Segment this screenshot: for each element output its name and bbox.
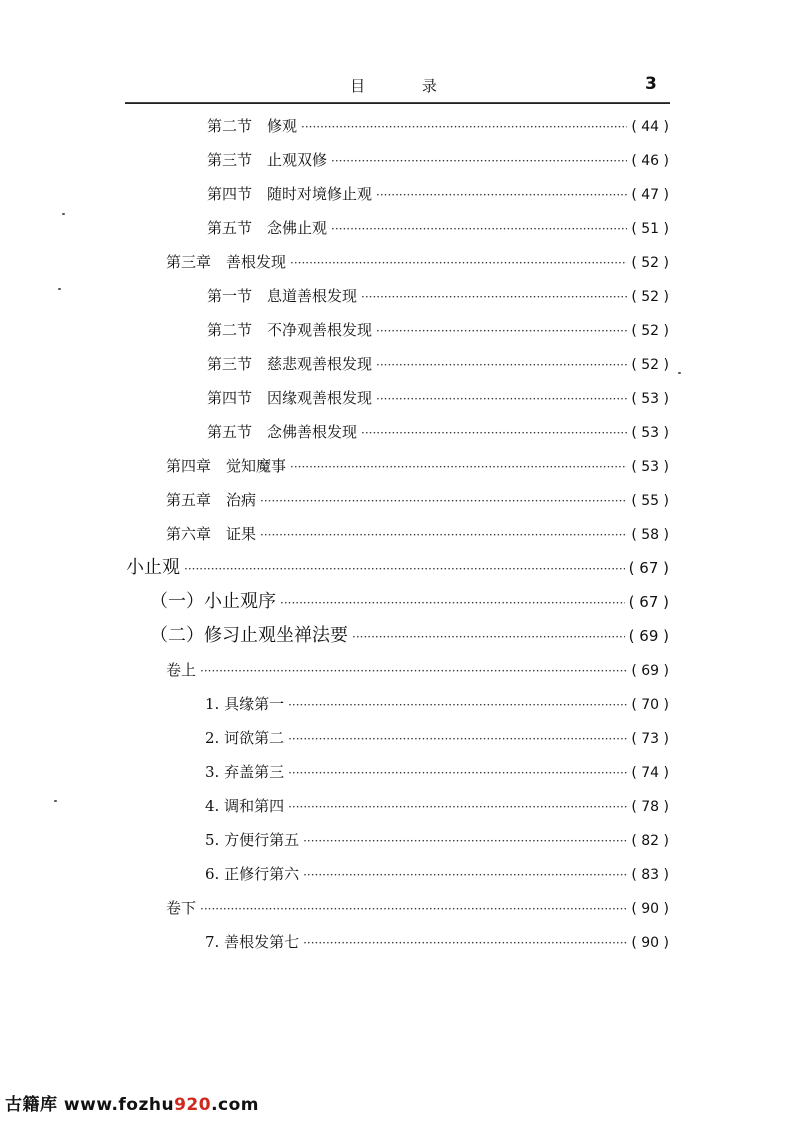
toc-entry-page: ( 69 ) xyxy=(628,627,669,645)
toc-entry-page: ( 82 ) xyxy=(631,833,669,849)
toc-entry-page: ( 74 ) xyxy=(631,765,669,781)
dot-leader xyxy=(200,894,627,924)
toc-entry[interactable] xyxy=(150,587,669,617)
toc-entry[interactable] xyxy=(207,281,669,311)
dot-leader xyxy=(290,452,627,482)
toc-entry-title: 第四节 因缘观善根发现 xyxy=(207,389,373,407)
toc-entry-page: ( 47 ) xyxy=(631,187,669,203)
dot-leader xyxy=(288,792,627,822)
toc-entry[interactable] xyxy=(166,655,669,685)
toc-entry[interactable] xyxy=(205,791,669,821)
dot-leader xyxy=(303,826,627,856)
toc-entry-page: ( 70 ) xyxy=(631,697,669,713)
toc-entry-page: ( 44 ) xyxy=(631,119,669,135)
dot-leader xyxy=(361,282,627,312)
page-header-title: 目 录 xyxy=(350,77,463,95)
toc-entry-title: 第五节 念佛止观 xyxy=(207,219,328,237)
dot-leader xyxy=(331,146,627,176)
page-number: 3 xyxy=(645,74,657,94)
toc-entry[interactable] xyxy=(166,247,669,277)
dot-leader xyxy=(376,316,627,346)
dot-leader xyxy=(288,724,627,754)
toc-entry-page: ( 69 ) xyxy=(631,663,669,679)
toc-entry-page: ( 90 ) xyxy=(631,901,669,917)
toc-entry-page: ( 52 ) xyxy=(631,357,669,373)
toc-entry-page: ( 52 ) xyxy=(631,323,669,339)
dot-leader xyxy=(288,758,627,788)
toc-entry-title: 第一节 息道善根发现 xyxy=(207,287,358,305)
toc-entry-page: ( 58 ) xyxy=(631,527,669,543)
toc-entry[interactable] xyxy=(150,621,669,651)
toc-entry[interactable] xyxy=(166,451,669,481)
toc-entry-page: ( 83 ) xyxy=(631,867,669,883)
toc-entry-title: 第二节 修观 xyxy=(207,117,298,135)
toc-entry-title: 5. 方便行第五 xyxy=(205,831,300,849)
watermark-url-suffix: .com xyxy=(211,1095,260,1115)
toc-entry-page: ( 51 ) xyxy=(631,221,669,237)
toc-entry[interactable] xyxy=(205,689,669,719)
toc-entry[interactable] xyxy=(205,757,669,787)
toc-entry-page: ( 46 ) xyxy=(631,153,669,169)
toc-entry-page: ( 52 ) xyxy=(631,289,669,305)
dot-leader xyxy=(184,554,625,584)
dot-leader xyxy=(200,656,627,686)
dot-leader xyxy=(290,248,627,278)
dot-leader xyxy=(303,860,627,890)
dot-leader xyxy=(376,384,627,414)
toc-entry-page: ( 78 ) xyxy=(631,799,669,815)
watermark-url[interactable] xyxy=(64,1095,259,1115)
toc-entry-page: ( 55 ) xyxy=(631,493,669,509)
toc-entry-title: 第五节 念佛善根发现 xyxy=(207,423,358,441)
toc-entry-page: ( 52 ) xyxy=(631,255,669,271)
dot-leader xyxy=(331,214,627,244)
toc-entry-page: ( 53 ) xyxy=(631,425,669,441)
dot-leader xyxy=(376,350,627,380)
toc-entry[interactable] xyxy=(207,213,669,243)
toc-entry-title: 第三章 善根发现 xyxy=(166,253,287,271)
toc-entry[interactable] xyxy=(166,519,669,549)
toc-entry-title: 第四节 随时对境修止观 xyxy=(207,185,373,203)
toc-entry-page: ( 67 ) xyxy=(628,593,669,611)
scan-speck xyxy=(678,372,681,374)
toc-entry-title: 第三节 止观双修 xyxy=(207,151,328,169)
toc-entry-title: 第二节 不净观善根发现 xyxy=(207,321,373,339)
watermark-url-number: 920 xyxy=(174,1095,212,1115)
dot-leader xyxy=(280,588,625,618)
toc-entry[interactable] xyxy=(205,859,669,889)
toc-entry-title: 卷上 xyxy=(166,661,197,679)
toc-entry-title: 1. 具缘第一 xyxy=(205,695,285,713)
dot-leader xyxy=(301,112,627,142)
toc-entry[interactable] xyxy=(126,553,669,583)
toc-entry-title: 第三节 慈悲观善根发现 xyxy=(207,355,373,373)
toc-entry[interactable] xyxy=(207,417,669,447)
toc-entry-page: ( 73 ) xyxy=(631,731,669,747)
toc-entry-title: 卷下 xyxy=(166,899,197,917)
scan-speck xyxy=(58,288,61,290)
dot-leader xyxy=(361,418,627,448)
toc-entry[interactable] xyxy=(207,383,669,413)
toc-entry[interactable] xyxy=(207,349,669,379)
toc-entry-page: ( 90 ) xyxy=(631,935,669,951)
toc-entry-page: ( 53 ) xyxy=(631,391,669,407)
watermark-footer xyxy=(5,1090,259,1115)
toc-entry[interactable] xyxy=(207,315,669,345)
dot-leader xyxy=(352,622,625,652)
watermark-url-prefix: www.fozhu xyxy=(63,1095,175,1115)
toc-entry-title: 3. 弃盖第三 xyxy=(205,763,285,781)
toc-entry[interactable] xyxy=(205,825,669,855)
dot-leader xyxy=(303,928,627,958)
toc-entry-title: 第五章 治病 xyxy=(166,491,257,509)
toc-entry-title: （一）小止观序 xyxy=(150,591,276,612)
toc-entry[interactable] xyxy=(205,927,669,957)
toc-entry[interactable] xyxy=(207,111,669,141)
toc-entry-title: 第四章 觉知魔事 xyxy=(166,457,287,475)
watermark-site-name: 古籍库 xyxy=(5,1095,58,1115)
toc-entry[interactable] xyxy=(166,485,669,515)
toc-entry[interactable] xyxy=(205,723,669,753)
dot-leader xyxy=(260,520,627,550)
toc-entry-title: （二）修习止观坐禅法要 xyxy=(150,625,348,646)
toc-entry-title: 小止观 xyxy=(126,557,180,578)
scan-speck xyxy=(54,800,57,802)
toc-entry-page: ( 53 ) xyxy=(631,459,669,475)
toc-entry[interactable] xyxy=(207,145,669,175)
toc-entry[interactable] xyxy=(207,179,669,209)
header-divider xyxy=(125,102,670,104)
toc-entry-title: 第六章 证果 xyxy=(166,525,257,543)
toc-entry[interactable] xyxy=(166,893,669,923)
toc-entry-title: 7. 善根发第七 xyxy=(205,933,300,951)
toc-entry-title: 2. 诃欲第二 xyxy=(205,729,285,747)
toc-entry-title: 4. 调和第四 xyxy=(205,797,285,815)
dot-leader xyxy=(288,690,627,720)
dot-leader xyxy=(376,180,627,210)
toc-entry-page: ( 67 ) xyxy=(628,559,669,577)
dot-leader xyxy=(260,486,627,516)
toc-entry-title: 6. 正修行第六 xyxy=(205,865,300,883)
scan-speck xyxy=(62,213,65,215)
